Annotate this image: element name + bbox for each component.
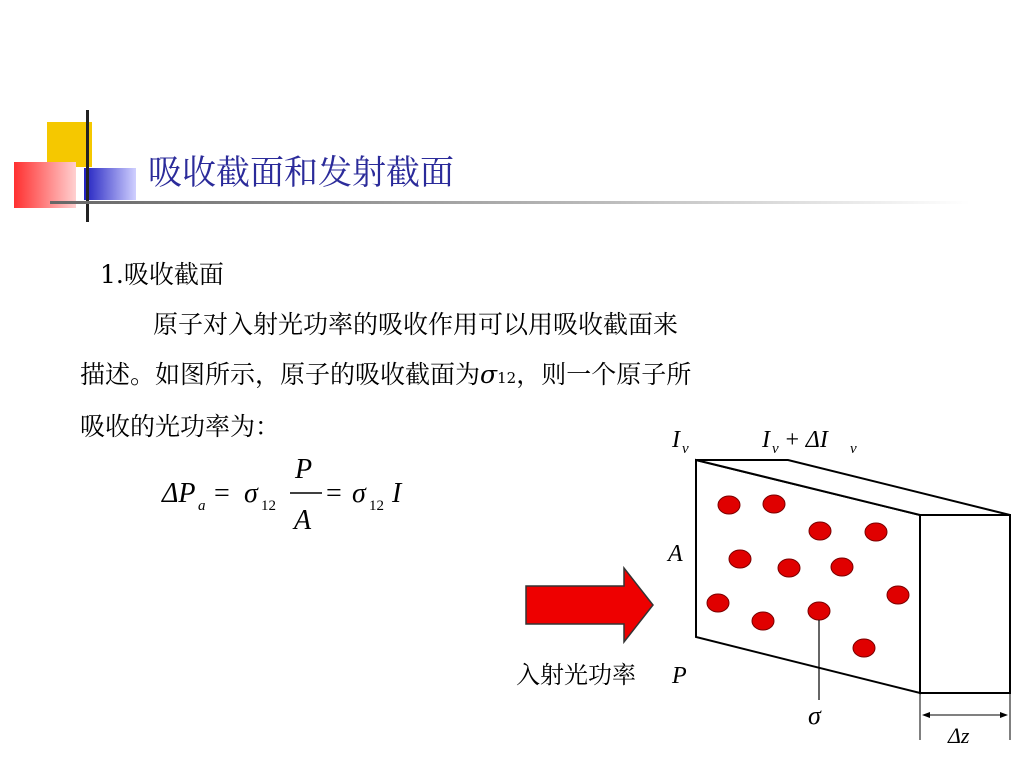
paragraph-line-2 bbox=[80, 355, 691, 391]
formula-numerator: P bbox=[295, 454, 313, 485]
paragraph-line-2-tail: ，则一个原子所 bbox=[516, 360, 692, 389]
sigma-subscript: 12 bbox=[497, 369, 517, 387]
label-i-out-sub-2: ν bbox=[850, 441, 857, 457]
atom bbox=[887, 586, 909, 604]
atom bbox=[831, 558, 853, 576]
label-i-out: I bbox=[762, 427, 770, 453]
formula-sub-12-1: 12 bbox=[261, 498, 276, 514]
atom bbox=[853, 639, 875, 657]
deco-blue-square bbox=[84, 168, 136, 200]
label-i-in-sub: ν bbox=[682, 441, 689, 457]
formula-sigma-1: σ bbox=[244, 478, 258, 509]
slide-title: 吸收截面和发射截面 bbox=[148, 153, 454, 193]
atom bbox=[718, 496, 740, 514]
incident-light-arrow bbox=[526, 568, 653, 642]
formula-delta-p: ΔP bbox=[162, 478, 196, 509]
paragraph-line-2-text: 描述。如图所示，原子的吸收截面为 bbox=[80, 360, 481, 389]
label-incident-power: 入射光功率 bbox=[516, 663, 636, 689]
paragraph-line-3: 吸收的光功率为： bbox=[80, 412, 281, 441]
atom bbox=[808, 602, 830, 620]
formula-equals-2: = bbox=[326, 478, 342, 509]
absorption-diagram bbox=[500, 415, 1024, 768]
formula-equals-1: = bbox=[214, 478, 230, 509]
label-sigma: σ bbox=[808, 701, 821, 730]
deco-horizontal-line bbox=[50, 201, 970, 204]
label-dz: Δz bbox=[948, 723, 970, 748]
atom bbox=[778, 559, 800, 577]
label-i-out-sub: ν bbox=[772, 441, 779, 457]
label-plus-delta-i: + ΔI bbox=[784, 427, 828, 453]
slab-side-face bbox=[920, 515, 1010, 693]
deco-yellow-square bbox=[47, 122, 92, 167]
dz-arrow-left bbox=[922, 712, 930, 718]
formula-sub-a: a bbox=[198, 498, 206, 514]
label-area: A bbox=[668, 541, 683, 567]
atom bbox=[865, 523, 887, 541]
dz-arrow-right bbox=[1000, 712, 1008, 718]
formula-intensity: I bbox=[392, 478, 402, 509]
sigma-symbol: σ bbox=[480, 360, 498, 389]
atom bbox=[707, 594, 729, 612]
label-i-in: I bbox=[672, 427, 680, 453]
atom bbox=[729, 550, 751, 568]
atom bbox=[752, 612, 774, 630]
section-heading: 1.吸收截面 bbox=[100, 260, 224, 289]
atom bbox=[809, 522, 831, 540]
deco-vertical-line bbox=[86, 110, 89, 222]
label-p: P bbox=[672, 663, 687, 689]
absorption-formula bbox=[150, 450, 430, 540]
formula-sigma-2: σ bbox=[352, 478, 366, 509]
paragraph-line-1: 原子对入射光功率的吸收作用可以用吸收截面来 bbox=[153, 310, 679, 339]
formula-denominator: A bbox=[294, 505, 312, 536]
atom bbox=[763, 495, 785, 513]
title-decoration bbox=[0, 0, 1024, 240]
formula-sub-12-2: 12 bbox=[369, 498, 384, 514]
